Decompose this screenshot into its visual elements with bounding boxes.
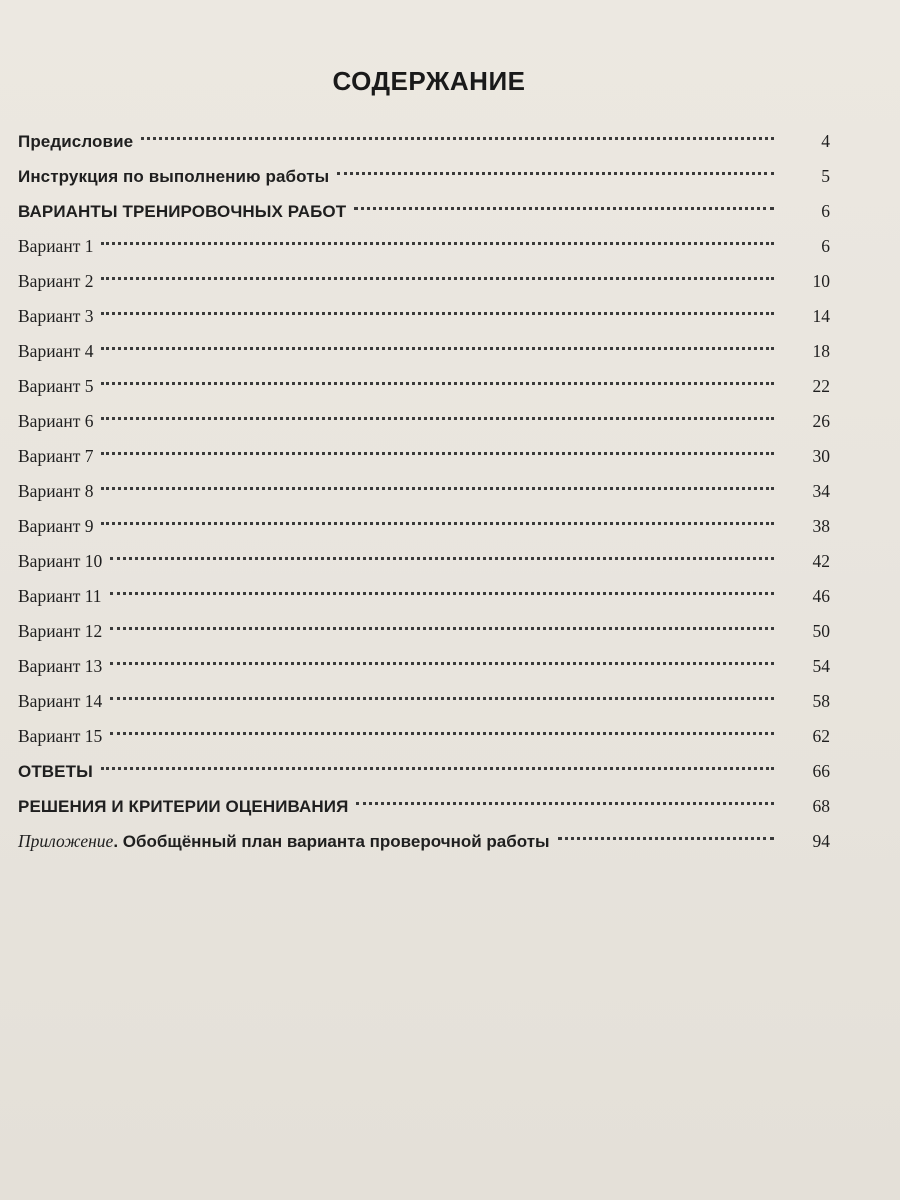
toc-entry-page-number: 68: [812, 796, 830, 816]
toc-entry-page-number: 6: [821, 236, 830, 256]
toc-entry-label: Вариант 11: [18, 586, 102, 606]
toc-entry-variant-5: [18, 369, 830, 404]
toc-entry-variant-9: [18, 509, 830, 544]
toc-entry-label: Вариант 13: [18, 656, 103, 676]
dot-leader: [337, 172, 774, 175]
toc-entry-page-number: 18: [812, 341, 830, 361]
dot-leader: [356, 802, 774, 805]
toc-entry-page-number: 4: [821, 131, 830, 151]
toc-entry-variant-13: [18, 649, 830, 684]
toc-entry-page-number: 38: [812, 516, 830, 536]
toc-entry-label: Вариант 5: [18, 376, 94, 396]
table-of-contents: [18, 124, 830, 859]
toc-entry-label-text: . Обобщённый план варианта проверочной работы: [113, 832, 550, 851]
dot-leader: [101, 347, 774, 350]
page-title: СОДЕРЖАНИЕ: [332, 66, 526, 96]
toc-entry-page-number: 66: [812, 761, 830, 781]
dot-leader: [101, 767, 774, 770]
toc-entry-page-number: 14: [812, 306, 830, 326]
toc-entry-label: Вариант 2: [18, 271, 94, 291]
dot-leader: [101, 522, 774, 525]
toc-entry-variant-7: [18, 439, 830, 474]
toc-entry-variant-15: [18, 719, 830, 754]
toc-entry-label: Вариант 12: [18, 621, 103, 641]
dot-leader: [110, 697, 774, 700]
toc-entry-page-number: 54: [812, 656, 830, 676]
toc-entry-page-number: 10: [812, 271, 830, 291]
dot-leader: [101, 417, 774, 420]
dot-leader: [110, 662, 774, 665]
dot-leader: [110, 592, 774, 595]
dot-leader: [101, 277, 774, 280]
toc-entry-variant-3: [18, 299, 830, 334]
toc-entry-label: Инструкция по выполнению работы: [18, 167, 330, 186]
dot-leader: [110, 627, 774, 630]
toc-entry-variant-6: [18, 404, 830, 439]
toc-entry-page-number: 94: [812, 831, 830, 851]
toc-entry-variant-12: [18, 614, 830, 649]
toc-entry-label: Вариант 6: [18, 411, 94, 431]
dot-leader: [101, 242, 774, 245]
dot-leader: [101, 312, 774, 315]
toc-entry-page-number: 58: [812, 691, 830, 711]
dot-leader: [101, 452, 774, 455]
toc-entry-answers: [18, 754, 830, 789]
toc-entry-variant-10: [18, 544, 830, 579]
toc-entry-variant-8: [18, 474, 830, 509]
toc-entry-label: Предисловие: [18, 132, 134, 151]
toc-entry-page-number: 22: [812, 376, 830, 396]
toc-entry-label: Вариант 10: [18, 551, 103, 571]
dot-leader: [101, 382, 774, 385]
toc-entry-variant-14: [18, 684, 830, 719]
toc-entry-variant-2: [18, 264, 830, 299]
toc-entry-label-prefix: Приложение: [18, 831, 114, 851]
dot-leader: [558, 837, 774, 840]
dot-leader: [354, 207, 774, 210]
toc-entry-preface: [18, 124, 830, 159]
toc-entry-label: Вариант 3: [18, 306, 94, 326]
toc-entry-page-number: 30: [812, 446, 830, 466]
toc-entry-page-number: 6: [821, 201, 830, 221]
dot-leader: [141, 137, 774, 140]
toc-entry-page-number: 50: [812, 621, 830, 641]
toc-entry-label: Вариант 7: [18, 446, 94, 466]
toc-entry-variant-11: [18, 579, 830, 614]
toc-entry-page-number: 34: [812, 481, 830, 501]
toc-entry-label: Вариант 15: [18, 726, 103, 746]
toc-entry-label: Вариант 14: [18, 691, 103, 711]
toc-entry-instructions: [18, 159, 830, 194]
toc-entry-label: ОТВЕТЫ: [18, 762, 93, 781]
dot-leader: [110, 732, 774, 735]
toc-entry-label: Вариант 8: [18, 481, 94, 501]
toc-entry-page-number: 5: [821, 166, 830, 186]
toc-entry-page-number: 26: [812, 411, 830, 431]
toc-entry-solutions: [18, 789, 830, 824]
toc-entry-label: ВАРИАНТЫ ТРЕНИРОВОЧНЫХ РАБОТ: [18, 202, 347, 221]
toc-entry-page-number: 46: [812, 586, 830, 606]
toc-entry-label: Вариант 4: [18, 341, 94, 361]
toc-entry-label: Вариант 1: [18, 236, 94, 256]
dot-leader: [101, 487, 774, 490]
toc-entry-appendix: [18, 824, 830, 859]
toc-entry-label: РЕШЕНИЯ И КРИТЕРИИ ОЦЕНИВАНИЯ: [18, 797, 349, 816]
toc-entry-page-number: 42: [812, 551, 830, 571]
toc-entry-page-number: 62: [812, 726, 830, 746]
toc-entry-label: Вариант 9: [18, 516, 94, 536]
toc-entry-section-variants: [18, 194, 830, 229]
toc-entry-variant-1: [18, 229, 830, 264]
toc-entry-label: [18, 824, 554, 860]
dot-leader: [110, 557, 774, 560]
toc-entry-variant-4: [18, 334, 830, 369]
